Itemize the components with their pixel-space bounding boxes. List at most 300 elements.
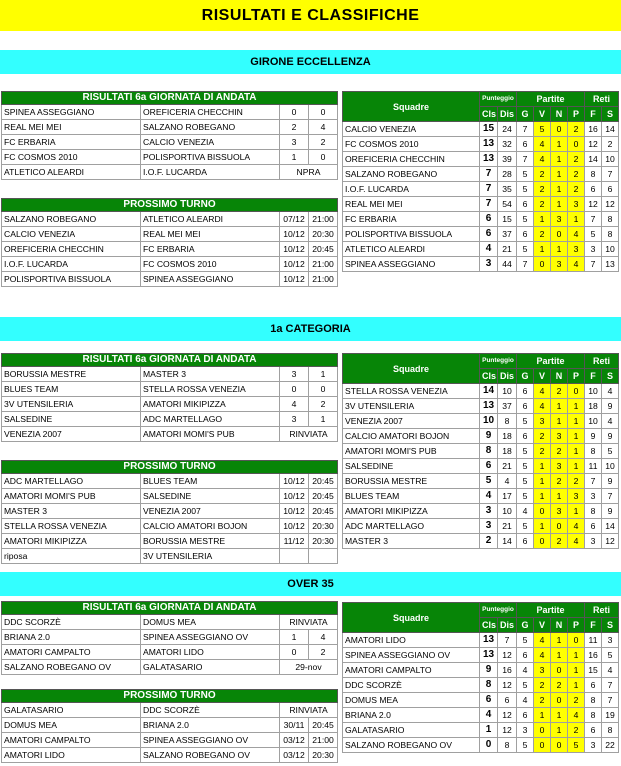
home-team: FC ERBARIA: [2, 135, 141, 150]
goals-for: 15: [585, 663, 602, 678]
points: 14: [480, 384, 498, 399]
col-g-header: G: [517, 618, 534, 633]
home-score: 3: [280, 367, 309, 382]
home-score: 1: [280, 630, 309, 645]
results-table: [1, 353, 338, 442]
drawn: 1: [551, 708, 568, 723]
played: 6: [517, 137, 534, 152]
result-row: [2, 615, 338, 630]
played: 6: [517, 534, 534, 549]
away-team: ATLETICO ALEARDI: [141, 212, 280, 227]
points: 9: [480, 663, 498, 678]
home-team: OREFICERIA CHECCHIN: [2, 242, 141, 257]
standings-row: [343, 678, 619, 693]
team-name: REAL MEI MEI: [343, 197, 480, 212]
fixture-time: 20:45: [309, 504, 338, 519]
lost: 5: [568, 738, 585, 753]
fixture-row: [2, 272, 338, 287]
home-score: 4: [280, 397, 309, 412]
goals-for: 12: [585, 197, 602, 212]
goals-for: 6: [585, 678, 602, 693]
goals-against: 8: [602, 212, 619, 227]
discipline: 28: [498, 167, 517, 182]
points: 4: [480, 489, 498, 504]
col-n-header: N: [551, 618, 568, 633]
played: 7: [517, 257, 534, 272]
away-team: POLISPORTIVA BISSUOLA: [141, 150, 280, 165]
goals-for: 12: [585, 137, 602, 152]
result-row: [2, 412, 338, 427]
standings-row: [343, 474, 619, 489]
played: 5: [517, 212, 534, 227]
col-dis-header: Dis: [498, 618, 517, 633]
drawn: 2: [551, 474, 568, 489]
fixture-time: 20:30: [309, 519, 338, 534]
drawn: 3: [551, 504, 568, 519]
fixture-date: 10/12: [280, 272, 309, 287]
standings-row: [343, 197, 619, 212]
home-team: REAL MEI MEI: [2, 120, 141, 135]
lost: 2: [568, 693, 585, 708]
section-header: OVER 35: [0, 572, 621, 596]
fixture-row: [2, 534, 338, 549]
goals-for: 3: [585, 242, 602, 257]
next-round-table: [1, 198, 338, 287]
fixture-row: [2, 257, 338, 272]
drawn: 1: [551, 242, 568, 257]
played: 4: [517, 693, 534, 708]
lost: 1: [568, 414, 585, 429]
home-team: VENEZIA 2007: [2, 427, 141, 442]
drawn: 1: [551, 648, 568, 663]
fixture-date: [280, 549, 309, 564]
won: 4: [534, 399, 551, 414]
col-cls-header: Cls: [480, 618, 498, 633]
away-team: MASTER 3: [141, 367, 280, 382]
goals-against: 9: [602, 429, 619, 444]
fixture-date: 10/12: [280, 242, 309, 257]
home-team: BRIANA 2.0: [2, 630, 141, 645]
fixture-time: 20:30: [309, 748, 338, 763]
home-team: GALATASARIO: [2, 703, 141, 718]
lost: 1: [568, 429, 585, 444]
squadre-header: Squadre: [343, 603, 480, 633]
played: 6: [517, 399, 534, 414]
lost: 1: [568, 444, 585, 459]
points: 8: [480, 678, 498, 693]
points: 15: [480, 122, 498, 137]
team-name: CALCIO AMATORI BOJON: [343, 429, 480, 444]
discipline: 32: [498, 137, 517, 152]
standings-row: [343, 137, 619, 152]
standings-row: [343, 399, 619, 414]
lost: 1: [568, 459, 585, 474]
team-name: FC ERBARIA: [343, 212, 480, 227]
standings-row: [343, 459, 619, 474]
drawn: 1: [551, 182, 568, 197]
won: 1: [534, 242, 551, 257]
away-score: 1: [309, 367, 338, 382]
col-s-header: S: [602, 107, 619, 122]
discipline: 10: [498, 504, 517, 519]
points: 7: [480, 167, 498, 182]
played: 6: [517, 197, 534, 212]
fixture-row: [2, 504, 338, 519]
goals-against: 14: [602, 122, 619, 137]
played: 7: [517, 152, 534, 167]
standings-row: [343, 444, 619, 459]
team-name: SALZANO ROBEGANO OV: [343, 738, 480, 753]
away-team: FC COSMOS 2010: [141, 257, 280, 272]
fixture-date: 03/12: [280, 748, 309, 763]
result-note: RINVIATA: [280, 615, 338, 630]
fixture-date: 10/12: [280, 489, 309, 504]
standings-row: [343, 182, 619, 197]
won: 1: [534, 212, 551, 227]
home-score: 3: [280, 412, 309, 427]
fixture-row: [2, 703, 338, 718]
played: 5: [517, 459, 534, 474]
fixture-row: [2, 242, 338, 257]
fixture-time: 21:00: [309, 272, 338, 287]
away-team: SALZANO ROBEGANO OV: [141, 748, 280, 763]
team-name: OREFICERIA CHECCHIN: [343, 152, 480, 167]
goals-against: 8: [602, 227, 619, 242]
away-team: DDC SCORZÈ: [141, 703, 280, 718]
team-name: AMATORI LIDO: [343, 633, 480, 648]
standings-row: [343, 738, 619, 753]
team-name: GALATASARIO: [343, 723, 480, 738]
results-table: [1, 601, 338, 675]
lost: 4: [568, 708, 585, 723]
won: 2: [534, 182, 551, 197]
fixture-time: 21:00: [309, 733, 338, 748]
drawn: 1: [551, 723, 568, 738]
goals-for: 7: [585, 257, 602, 272]
goals-for: 18: [585, 399, 602, 414]
goals-for: 8: [585, 167, 602, 182]
fixture-time: 20:45: [309, 718, 338, 733]
lost: 4: [568, 257, 585, 272]
drawn: 0: [551, 693, 568, 708]
won: 4: [534, 384, 551, 399]
goals-against: 7: [602, 167, 619, 182]
col-f-header: F: [585, 618, 602, 633]
team-name: SPINEA ASSEGGIANO OV: [343, 648, 480, 663]
lost: 1: [568, 212, 585, 227]
home-team: SALZANO ROBEGANO: [2, 212, 141, 227]
fixture-date: 10/12: [280, 474, 309, 489]
home-score: 2: [280, 120, 309, 135]
standings-row: [343, 519, 619, 534]
goals-for: 9: [585, 429, 602, 444]
result-row: [2, 427, 338, 442]
away-score: 0: [309, 382, 338, 397]
team-name: FC COSMOS 2010: [343, 137, 480, 152]
goals-for: 7: [585, 212, 602, 227]
home-team: AMATORI CAMPALTO: [2, 645, 141, 660]
points: 6: [480, 212, 498, 227]
goals-against: 9: [602, 504, 619, 519]
home-team: CALCIO VENEZIA: [2, 227, 141, 242]
lost: 2: [568, 182, 585, 197]
drawn: 2: [551, 444, 568, 459]
team-name: AMATORI MIKIPIZZA: [343, 504, 480, 519]
goals-for: 16: [585, 648, 602, 663]
lost: 2: [568, 723, 585, 738]
away-team: 3V UTENSILERIA: [141, 549, 280, 564]
team-name: DDC SCORZÈ: [343, 678, 480, 693]
drawn: 1: [551, 137, 568, 152]
points: 3: [480, 504, 498, 519]
home-team: FC COSMOS 2010: [2, 150, 141, 165]
standings-row: [343, 429, 619, 444]
played: 5: [517, 167, 534, 182]
discipline: 12: [498, 723, 517, 738]
standings-row: [343, 723, 619, 738]
goals-against: 4: [602, 414, 619, 429]
lost: 0: [568, 137, 585, 152]
won: 4: [534, 152, 551, 167]
played: 5: [517, 633, 534, 648]
col-dis-header: Dis: [498, 369, 517, 384]
played: 5: [517, 242, 534, 257]
fixture-time: 20:45: [309, 489, 338, 504]
team-name: MASTER 3: [343, 534, 480, 549]
reti-header: Reti: [585, 603, 619, 618]
points: 0: [480, 738, 498, 753]
discipline: 15: [498, 212, 517, 227]
points: 7: [480, 197, 498, 212]
team-name: CALCIO VENEZIA: [343, 122, 480, 137]
fixture-time: 20:30: [309, 227, 338, 242]
squadre-header: Squadre: [343, 354, 480, 384]
away-team: BORUSSIA MESTRE: [141, 534, 280, 549]
punteggio-header: Punteggio: [480, 92, 517, 107]
won: 2: [534, 227, 551, 242]
won: 1: [534, 474, 551, 489]
goals-for: 3: [585, 489, 602, 504]
played: 3: [517, 723, 534, 738]
partite-header: Partite: [517, 92, 585, 107]
played: 7: [517, 122, 534, 137]
squadre-header: Squadre: [343, 92, 480, 122]
home-team: BORUSSIA MESTRE: [2, 367, 141, 382]
discipline: 17: [498, 489, 517, 504]
away-team: SPINEA ASSEGGIANO OV: [141, 630, 280, 645]
discipline: 39: [498, 152, 517, 167]
home-team: AMATORI CAMPALTO: [2, 733, 141, 748]
points: 4: [480, 708, 498, 723]
goals-for: 16: [585, 122, 602, 137]
team-name: 3V UTENSILERIA: [343, 399, 480, 414]
drawn: 3: [551, 429, 568, 444]
points: 7: [480, 182, 498, 197]
discipline: 7: [498, 633, 517, 648]
home-team: riposa: [2, 549, 141, 564]
standings-row: [343, 227, 619, 242]
home-team: BLUES TEAM: [2, 382, 141, 397]
team-name: SPINEA ASSEGGIANO: [343, 257, 480, 272]
goals-against: 5: [602, 444, 619, 459]
drawn: 0: [551, 227, 568, 242]
team-name: AMATORI MOMI'S PUB: [343, 444, 480, 459]
goals-against: 19: [602, 708, 619, 723]
goals-against: 3: [602, 633, 619, 648]
lost: 1: [568, 678, 585, 693]
away-team: VENEZIA 2007: [141, 504, 280, 519]
points: 2: [480, 534, 498, 549]
won: 2: [534, 693, 551, 708]
won: 3: [534, 414, 551, 429]
team-name: DOMUS MEA: [343, 693, 480, 708]
away-team: STELLA ROSSA VENEZIA: [141, 382, 280, 397]
discipline: 37: [498, 227, 517, 242]
section-header: GIRONE ECCELLENZA: [0, 50, 621, 74]
home-score: 1: [280, 150, 309, 165]
col-p-header: P: [568, 369, 585, 384]
standings-row: [343, 489, 619, 504]
fixture-time: 20:45: [309, 474, 338, 489]
goals-for: 5: [585, 227, 602, 242]
home-team: I.O.F. LUCARDA: [2, 257, 141, 272]
played: 4: [517, 504, 534, 519]
discipline: 14: [498, 534, 517, 549]
goals-for: 10: [585, 414, 602, 429]
fixture-row: [2, 549, 338, 564]
standings-row: [343, 414, 619, 429]
lost: 2: [568, 152, 585, 167]
discipline: 21: [498, 242, 517, 257]
away-team: SPINEA ASSEGGIANO OV: [141, 733, 280, 748]
col-g-header: G: [517, 369, 534, 384]
discipline: 44: [498, 257, 517, 272]
points: 9: [480, 429, 498, 444]
standings-row: [343, 122, 619, 137]
page-title: RISULTATI E CLASSIFICHE: [0, 0, 621, 31]
result-row: [2, 660, 338, 675]
home-team: SALSEDINE: [2, 412, 141, 427]
team-name: SALZANO ROBEGANO: [343, 167, 480, 182]
team-name: VENEZIA 2007: [343, 414, 480, 429]
away-team: DOMUS MEA: [141, 615, 280, 630]
goals-for: 6: [585, 723, 602, 738]
result-note: 29-nov: [280, 660, 338, 675]
next-round-table: [1, 460, 338, 564]
results-title: RISULTATI 6a GIORNATA DI ANDATA: [2, 602, 338, 615]
home-team: AMATORI MIKIPIZZA: [2, 534, 141, 549]
goals-against: 7: [602, 693, 619, 708]
goals-against: 7: [602, 678, 619, 693]
standings-row: [343, 257, 619, 272]
section-header: 1a CATEGORIA: [0, 317, 621, 341]
goals-against: 14: [602, 519, 619, 534]
goals-against: 22: [602, 738, 619, 753]
away-score: 0: [309, 105, 338, 120]
away-team: I.O.F. LUCARDA: [141, 165, 280, 180]
played: 6: [517, 227, 534, 242]
col-v-header: V: [534, 369, 551, 384]
col-v-header: V: [534, 618, 551, 633]
team-name: ATLETICO ALEARDI: [343, 242, 480, 257]
discipline: 6: [498, 693, 517, 708]
fixture-date: 10/12: [280, 504, 309, 519]
away-team: ADC MARTELLAGO: [141, 412, 280, 427]
away-team: CALCIO AMATORI BOJON: [141, 519, 280, 534]
home-team: POLISPORTIVA BISSUOLA: [2, 272, 141, 287]
won: 2: [534, 678, 551, 693]
away-team: FC ERBARIA: [141, 242, 280, 257]
col-v-header: V: [534, 107, 551, 122]
lost: 4: [568, 519, 585, 534]
lost: 4: [568, 534, 585, 549]
discipline: 12: [498, 678, 517, 693]
discipline: 8: [498, 738, 517, 753]
points: 6: [480, 227, 498, 242]
away-score: 2: [309, 645, 338, 660]
played: 6: [517, 648, 534, 663]
goals-against: 9: [602, 399, 619, 414]
drawn: 2: [551, 678, 568, 693]
won: 4: [534, 633, 551, 648]
goals-for: 3: [585, 738, 602, 753]
points: 5: [480, 474, 498, 489]
result-row: [2, 150, 338, 165]
punteggio-header: Punteggio: [480, 603, 517, 618]
goals-against: 7: [602, 489, 619, 504]
away-team: OREFICERIA CHECCHIN: [141, 105, 280, 120]
goals-against: 6: [602, 182, 619, 197]
goals-against: 13: [602, 257, 619, 272]
won: 3: [534, 663, 551, 678]
next-round-title: PROSSIMO TURNO: [2, 461, 338, 474]
fixture-date: 30/11: [280, 718, 309, 733]
away-team: CALCIO VENEZIA: [141, 135, 280, 150]
home-team: STELLA ROSSA VENEZIA: [2, 519, 141, 534]
result-row: [2, 397, 338, 412]
team-name: POLISPORTIVA BISSUOLA: [343, 227, 480, 242]
played: 5: [517, 444, 534, 459]
drawn: 0: [551, 663, 568, 678]
home-team: ADC MARTELLAGO: [2, 474, 141, 489]
goals-against: 10: [602, 152, 619, 167]
lost: 2: [568, 167, 585, 182]
points: 13: [480, 633, 498, 648]
won: 4: [534, 648, 551, 663]
points: 6: [480, 693, 498, 708]
col-cls-header: Cls: [480, 107, 498, 122]
punteggio-header: Punteggio: [480, 354, 517, 369]
drawn: 3: [551, 459, 568, 474]
lost: 3: [568, 197, 585, 212]
fixture-row: [2, 718, 338, 733]
discipline: 18: [498, 429, 517, 444]
standings-row: [343, 167, 619, 182]
won: 2: [534, 167, 551, 182]
fixture-row: [2, 489, 338, 504]
drawn: 2: [551, 384, 568, 399]
standings-row: [343, 212, 619, 227]
result-note: NPRA: [280, 165, 338, 180]
result-row: [2, 630, 338, 645]
discipline: 4: [498, 474, 517, 489]
points: 8: [480, 444, 498, 459]
goals-for: 7: [585, 474, 602, 489]
played: 5: [517, 474, 534, 489]
team-name: ADC MARTELLAGO: [343, 519, 480, 534]
standings-row: [343, 384, 619, 399]
result-row: [2, 135, 338, 150]
